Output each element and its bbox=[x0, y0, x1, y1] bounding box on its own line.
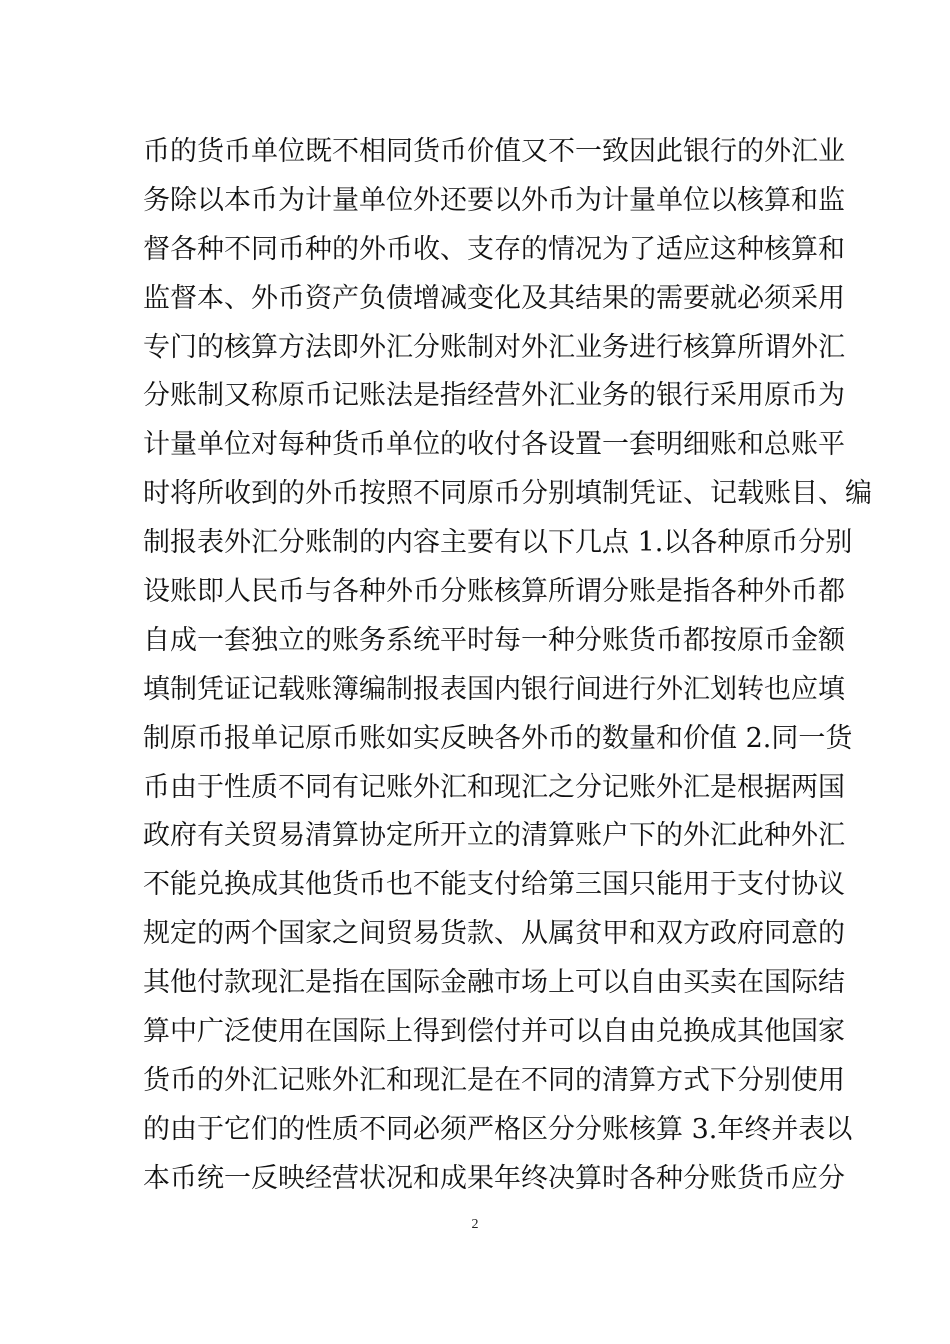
text-line: 币的货币单位既不相同货币价值又不一致因此银行的外汇业 bbox=[143, 136, 845, 167]
text-line: 政府有关贸易清算协定所开立的清算账户下的外汇此种外汇 bbox=[143, 820, 845, 852]
body-text bbox=[143, 128, 872, 1204]
text-line: 督各种不同币种的外币收、支存的情况为了适应这种核算和 bbox=[143, 233, 845, 265]
text-line: 算中广泛使用在国际上得到偿付并可以自由兑换成其他国家 bbox=[143, 1016, 845, 1048]
text-line: 监督本、外币资产负债增减变化及其结果的需要就必须采用 bbox=[143, 282, 845, 314]
text-line: 自成一套独立的账务系统平时每一种分账货币都按原币金额 bbox=[143, 624, 845, 656]
text-line: 不能兑换成其他货币也不能支付给第三国只能用于支付协议 bbox=[143, 869, 845, 901]
text-line: 制原币报单记原币账如实反映各外币的数量和价值 2.同一货 bbox=[143, 722, 853, 754]
text-line: 制报表外汇分账制的内容主要有以下几点 1.以各种原币分别 bbox=[143, 527, 853, 559]
text-line: 的由于它们的性质不同必须严格区分分账核算 3.年终并表以 bbox=[143, 1113, 853, 1145]
text-line: 币由于性质不同有记账外汇和现汇之分记账外汇是根据两国 bbox=[143, 771, 845, 803]
text-line: 计量单位对每种货币单位的收付各设置一套明细账和总账平 bbox=[143, 429, 845, 461]
text-line: 其他付款现汇是指在国际金融市场上可以自由买卖在国际结 bbox=[143, 967, 845, 999]
text-line: 填制凭证记载账簿编制报表国内银行间进行外汇划转也应填 bbox=[143, 673, 845, 705]
text-line: 设账即人民币与各种外币分账核算所谓分账是指各种外币都 bbox=[143, 576, 845, 608]
text-line: 规定的两个国家之间贸易货款、从属贫甲和双方政府同意的 bbox=[143, 918, 845, 950]
text-line: 本币统一反映经营状况和成果年终决算时各种分账货币应分 bbox=[143, 1162, 845, 1194]
text-line: 时将所收到的外币按照不同原币分别填制凭证、记载账目、编 bbox=[143, 478, 872, 510]
text-line: 专门的核算方法即外汇分账制对外汇业务进行核算所谓外汇 bbox=[143, 331, 845, 363]
text-line: 务除以本币为计量单位外还要以外币为计量单位以核算和监 bbox=[143, 184, 845, 216]
text-line: 分账制又称原币记账法是指经营外汇业务的银行采用原币为 bbox=[143, 380, 845, 412]
page-number: 2 bbox=[471, 1217, 479, 1232]
text-line: 货币的外汇记账外汇和现汇是在不同的清算方式下分别使用 bbox=[143, 1064, 845, 1096]
